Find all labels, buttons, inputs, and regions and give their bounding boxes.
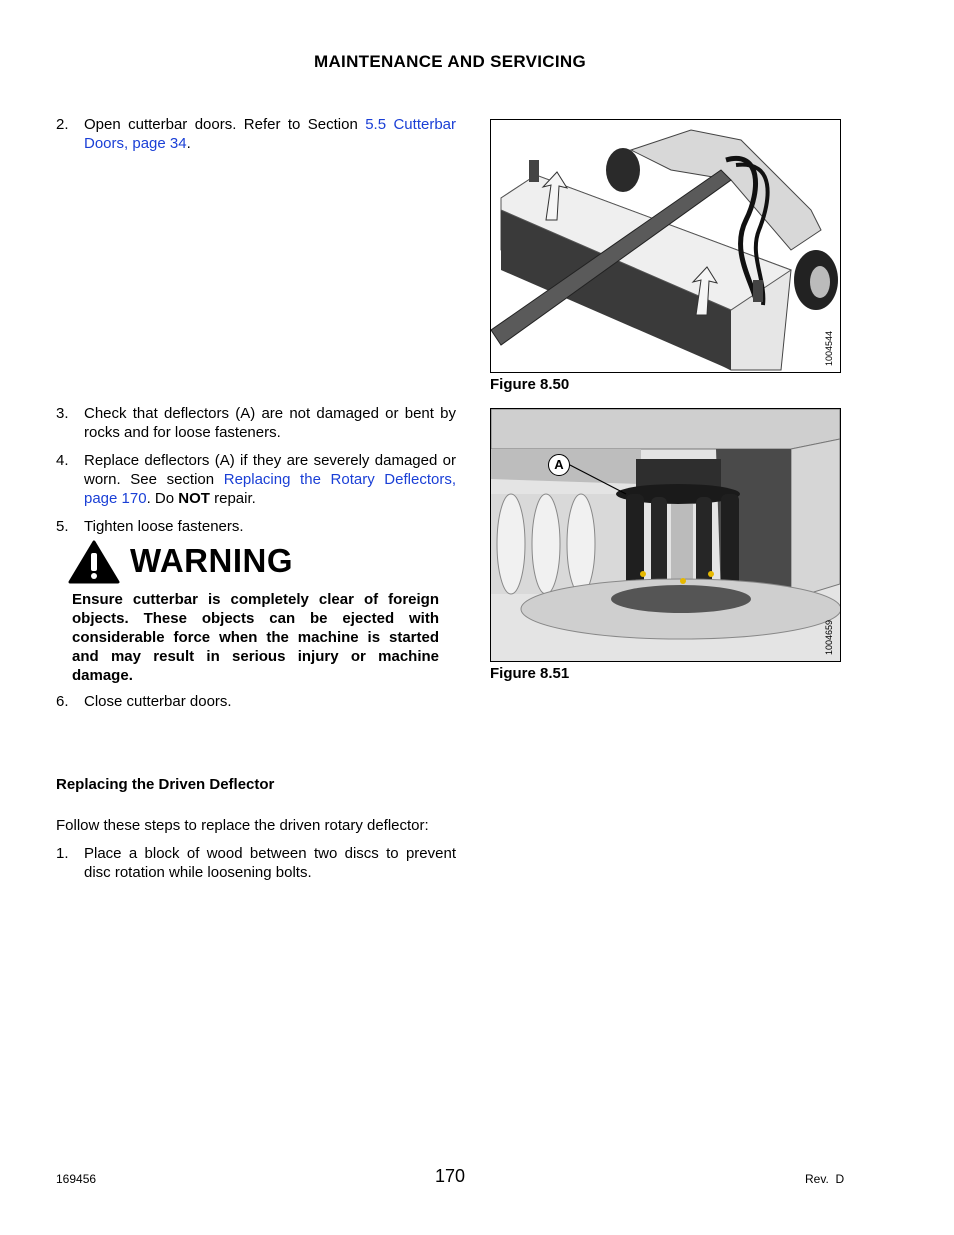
page-header: MAINTENANCE AND SERVICING [314, 52, 586, 71]
warning-text: Ensure cutterbar is completely clear of foreign objects. These objects can be ejected with considerable force when the machine is started and may result in serious injury or machine damage. [72, 591, 439, 684]
warning-triangle-icon [68, 540, 120, 584]
cutterbar-doors-link[interactable]: 5.5 Cutterbar Doors, page 34 [84, 116, 456, 152]
figure-id: 1004659 [824, 619, 834, 655]
step-text: Replace deflectors (A) if they are severely damaged or worn. See section Replacing the Rotary Deflectors, page 170. Do NOT repair. [84, 452, 456, 507]
page-number: 170 [435, 1166, 466, 1186]
callout-a-label: A [548, 454, 570, 476]
step-2 [56, 115, 456, 155]
step-number: 4. [56, 452, 69, 469]
step-number: 3. [56, 405, 69, 422]
figure-id: 1004544 [824, 330, 834, 366]
revision: Rev. D [805, 1172, 845, 1186]
doc-number: 169456 [56, 1172, 97, 1186]
figure-8-50-image [490, 119, 841, 373]
step-3 [56, 404, 456, 444]
step-6 [56, 692, 456, 712]
warning-title: WARNING [130, 542, 293, 579]
step-text: Close cutterbar doors. [84, 693, 232, 710]
figure-caption: Figure 8.50 [490, 376, 570, 393]
section-intro: Follow these steps to replace the driven rotary deflector: [56, 817, 429, 834]
figure-8-51-image [490, 408, 841, 662]
figure-caption: Figure 8.51 [490, 665, 570, 682]
step-text: Tighten loose fasteners. [84, 518, 244, 535]
rotary-deflectors-link[interactable]: Replacing the Rotary Deflectors, page 170 [84, 471, 456, 507]
section-step-1 [56, 844, 456, 884]
step-5 [56, 517, 456, 537]
step-text: Check that deflectors (A) are not damaged or bent by rocks and for loose fasteners. [84, 405, 456, 441]
step-number: 1. [56, 845, 69, 862]
step-4 [56, 451, 456, 511]
step-number: 2. [56, 116, 69, 133]
step-text: Place a block of wood between two discs to prevent disc rotation while loosening bolts. [84, 845, 456, 881]
step-number: 6. [56, 693, 69, 710]
step-text: Open cutterbar doors. Refer to Section 5.5 Cutterbar Doors, page 34. [84, 116, 456, 152]
step-number: 5. [56, 518, 69, 535]
section-heading: Replacing the Driven Deflector [56, 776, 275, 793]
